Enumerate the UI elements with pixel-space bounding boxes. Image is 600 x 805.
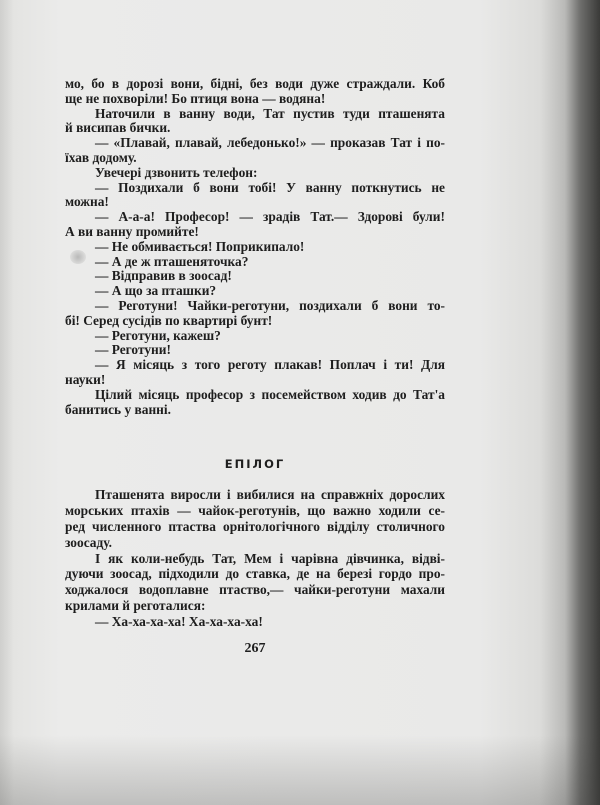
text-line: — Реготуни, кажеш? [95, 327, 221, 343]
text-line: — Поздихали б вони тобі! У ванну поткнутись не [95, 179, 445, 195]
text-line: Увечері дзвонить телефон: [95, 164, 258, 180]
text-line: крилами й реготалися: [65, 598, 206, 614]
text-line: дуючи зоосад, підходили до ставка, де на березі гордо про- [65, 566, 445, 582]
text-line: — Я місяць з того реготу плакав! Поплач і ти! Для [95, 357, 445, 373]
text-line: зоосаду. [65, 534, 112, 550]
text-line: Наточили в ванну води, Тат пустив туди пташенята [95, 105, 445, 121]
text-line: Цілий місяць професор з посемейством ходив до Тат'а [95, 386, 445, 402]
story-text [65, 77, 445, 417]
section-heading-epilogue: ЕПІЛОГ [224, 457, 286, 471]
text-line: банитись у ванні. [65, 401, 171, 417]
text-line: — Реготуни! Чайки-реготуни, поздихали б вони то- [95, 297, 445, 313]
text-line: І як коли-небудь Тат, Мем і чарівна дівчинка, відві- [95, 550, 445, 566]
text-line: — А де ж пташеняточка? [95, 253, 249, 269]
text-line: — А що за пташки? [95, 283, 217, 299]
text-line: А ви ванну промийте! [65, 223, 199, 239]
text-line: ще не похворіли! Бо птиця вона — водяна! [65, 90, 326, 106]
text-line: й висипав бички. [65, 120, 171, 136]
text-line: — Відправив в зоосад! [95, 268, 232, 284]
text-line: — Не обмивається! Поприкипало! [95, 238, 305, 254]
scan-shadow [0, 735, 600, 805]
text-line: ред численного птаства орнітологічного відділу столичного [65, 518, 445, 534]
text-line: — Ха-ха-ха-ха! Ха-ха-ха-ха! [95, 614, 263, 630]
text-line: морських птахів — чайок-реготунів, що важно ходили се- [65, 502, 445, 518]
text-line: бі! Серед сусідів по квартирі бунт! [65, 312, 273, 328]
text-line: мо, бо в дорозі вони, бідні, без води дуже страждали. Коб [65, 76, 445, 91]
text-line: — А-а-а! Професор! — зрадів Тат.— Здорові були! [95, 209, 445, 225]
page-number: 267 [244, 641, 266, 656]
text-line: — «Плавай, плавай, лебедонько!» — проказав Тат і по- [95, 135, 445, 151]
epilogue-text [65, 487, 445, 630]
text-line: їхав додому. [65, 149, 137, 165]
text-line: ходжалося водоплавне птаство,— чайки-реготуни махали [65, 582, 445, 598]
text-line: науки! [65, 371, 106, 387]
text-line: — Реготуни! [95, 342, 171, 358]
text-line: можна! [65, 194, 109, 210]
text-line: Пташенята виросли і вибилися на справжніх дорослих [95, 487, 445, 502]
